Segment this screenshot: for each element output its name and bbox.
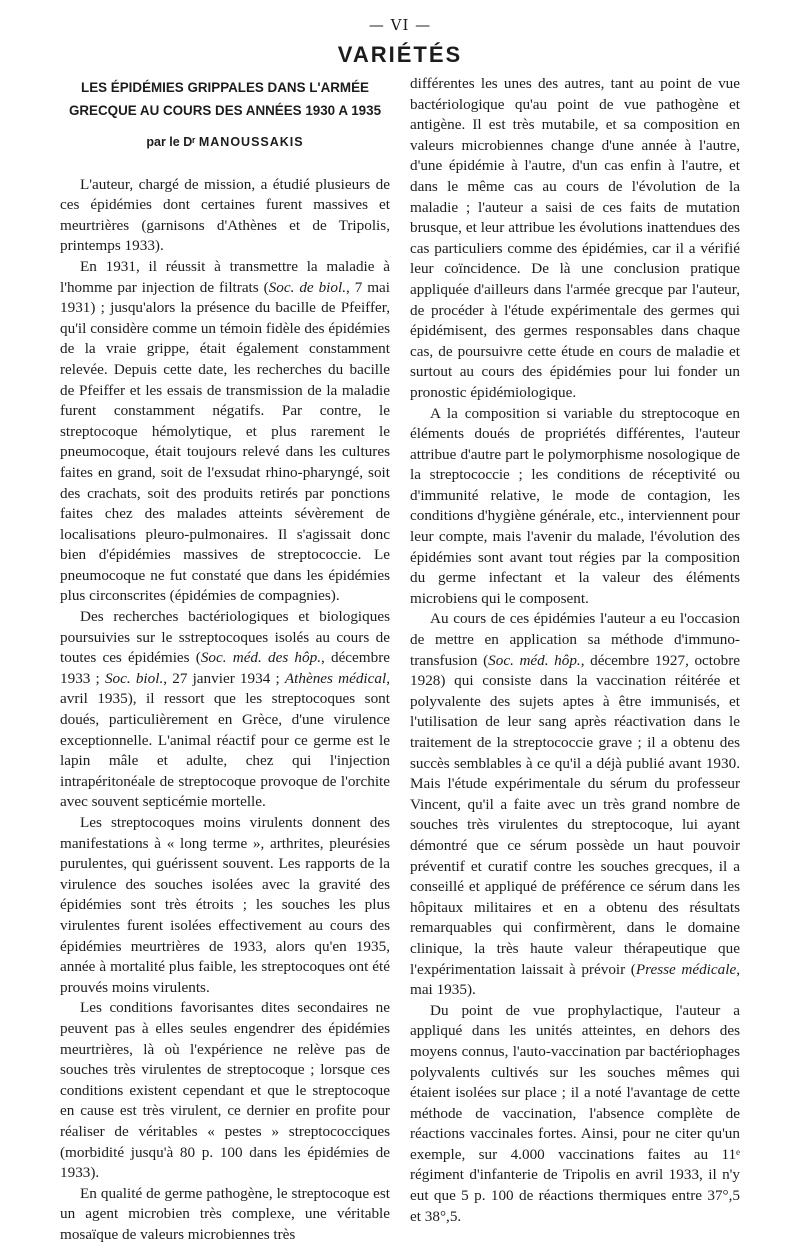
citation: Soc. de biol. [268, 278, 346, 296]
page-number: — VI — [368, 16, 432, 34]
paragraph: Des recherches bactériologiques et biologiques poursuivies sur le sstreptocoques isolés au cours de toutes ces épidémies (Soc. méd. des hôp., décembre 1933 ; Soc. biol., 27 janvier 1934 ; Athènes médical, avril 1935), il ressort que les streptocoques sont doués, particulièrement en Grèce, d'une virulence exceptionnelle. L'animal réactif pour ce germe est le lapin mâle et adulte, chez qui l'injection intrapéritonéale de streptocoque provoque de l'orchite avec souvent septicémie mortelle. [60, 608, 390, 811]
article-title-line-1: LES ÉPIDÉMIES GRIPPALES DANS L'ARMÉE [81, 80, 369, 95]
left-column [60, 74, 390, 1245]
paragraph: A la composition si variable du streptocoque en éléments doués de propriétés différentes, l'auteur attribue d'autre part le polymorphisme nosologique de la streptococcie ; les conditions de réceptivité ou d'immunité relative, le mode de contagion, les conditions d'hygiène générale, etc., interviennent pour leur compte, mais l'avenir du malade, l'évolution des épidémies sont avant tout régies par la composition du germe infectant et la valeur des éléments microbiens qui le composent. [410, 404, 740, 607]
byline-author: MANOUSSAKIS [198, 135, 304, 149]
article-title-line-2: GRECQUE AU COURS DES ANNÉES 1930 A 1935 [68, 103, 382, 118]
citation: Soc. méd. hôp. [488, 651, 581, 669]
byline [60, 132, 390, 153]
paragraph-continued: différentes les unes des autres, tant au point de vue bactériologique qu'au point de vue pathogène et antigène. Il est très mutabile, et sa composition en valeurs microbiennes change d'une année à l'autre, d'une épidémie à l'autre, d'un cas enfin à l'autre, et dans le même cas au cours de l'évolution de la maladie ; l'auteur a saisi de ces faits de mutation brusque, et leur attribue les évolutions inattendues des cas particuliers comme des épidémies, car il a vérifié leur coïncidence. De là une conclusion pratique appliquée d'ailleurs dans l'armée grecque par l'auteur, de procéder à l'étude expérimentale des germes qui épidémisent, des germes responsables dans chaque cas, de poursuivre cette étude en cours de maladie et surtout au cours des épidémies pour lui fonder un pronostic épidémiologique. [410, 75, 740, 401]
article-title [60, 76, 390, 122]
citation: Presse médicale [635, 960, 737, 978]
paragraph: Du point de vue prophylactique, l'auteur a appliqué dans les unités atteintes, en dehors des moyens connus, l'auto-vaccination par bactériophages polyvalents cultivés sur les souches mêmes qui étaient isolées sur place ; il a noté l'avantage de cette méthode de vaccination, l'absence complète de réactions vaccinales fortes. Ainsi, pour ne citer qu'un exemple, sur 4.000 vaccinations faites au 11ᵉ régiment d'infanterie de Tripolis en avril 1933, il n'y eut que 5 p. 100 de réactions thermiques entre 37°,5 et 38°,5. [410, 1001, 740, 1225]
citation: Athènes médical [284, 669, 387, 687]
paragraph: Au cours de ces épidémies l'auteur a eu l'occasion de mettre en application sa méthode d'immuno-transfusion (Soc. méd. hôp., décembre 1927, octobre 1928) qui consiste dans la vaccination réitérée et polyvalente des sujets aptes à être immunisés, et l'utilisation de leur sang après réactivation dans le traitement de la streptococcie grave ; il a obtenu des succès semblables à ce qu'il a déjà publié avant 1930. Mais l'étude expérimentale du sérum du professeur Vincent, qu'il a faite avec un très grand nombre de souches très virulentes du streptocoque, lui ayant démontré que ce sérum possède un haut pouvoir préventif et curatif contre les souches grecques, il a conseillé et appliqué de préférence ce sérum dans les hôpitaux militaires et en a obtenu des résultats remarquables qui confirmèrent, dans le domaine clinique, la très haute valeur thérapeutique que l'expérimentation laissait à prévoir (Presse médicale, mai 1935). [410, 610, 740, 999]
byline-prefix: par le Dʳ [146, 135, 196, 149]
paragraph: Les conditions favorisantes dites secondaires ne peuvent pas à elles seules engendrer des épidémies meurtrières, là où l'expérience ne relève pas de souches très virulentes de streptocoque ; lorsque ces conditions existent cependant et que le streptocoque en cause est très virulent, ce dernier en profite pour réaliser de véritables « pestes » streptococciques (morbidité jusqu'à 80 p. 100 dans les épidémies de 1933). [60, 999, 390, 1182]
paragraph: Les streptocoques moins virulents donnent des manifestations à « long terme », arthrites, pleurésies purulentes, qui guérissent souvent. Les rapports de la virulence des souches isolées avec la gravité des épidémies sont très étroits ; les souches les plus virulentes furent isolées effectivement au cours des épidémies meurtrières de 1933, alors qu'en 1935, année à mortalité plus faible, les streptocoques ont été prouvés moins virulents. [60, 814, 390, 996]
citation: Soc. méd. des hôp. [200, 649, 321, 667]
paragraph: En qualité de germe pathogène, le streptocoque est un agent microbien très complexe, une véritable mosaïque de valeurs microbiennes très [60, 1184, 390, 1243]
paragraph: L'auteur, chargé de mission, a étudié plusieurs de ces épidémies dont certaines furent massives et meurtrières (garnisons d'Athènes et de Tripolis, printemps 1933). [60, 175, 390, 255]
citation: Soc. biol. [104, 669, 164, 687]
section-title: VARIÉTÉS [337, 42, 463, 67]
right-column [410, 74, 740, 1227]
paragraph: En 1931, il réussit à transmettre la maladie à l'homme par injection de filtrats (Soc. de biol., 7 mai 1931) ; jusqu'alors la présence du bacille de Pfeiffer, qu'il considère comme un témoin fidèle des épidémies de la vraie grippe, était également constamment relevée. Depuis cette date, les recherches du bacille de Pfeiffer et les essais de transmission de la maladie furent constamment négatifs. Par contre, le streptocoque hémolytique, et plus rarement le pneumocoque, était toujours relevé dans les cultures faites en grand, soit de l'exsudat rhino-pharyngé, soit des crachats, soit des produits retirés par ponctions faites chez des malades atteints sévèrement de localisations pleuro-pulmonaires. Il s'agissait donc bien d'épidémies massives de streptococcie. Le pneumocoque ne fut constaté que dans les épidémies plus circonscrites (épidémies de compagnies). [60, 257, 390, 605]
